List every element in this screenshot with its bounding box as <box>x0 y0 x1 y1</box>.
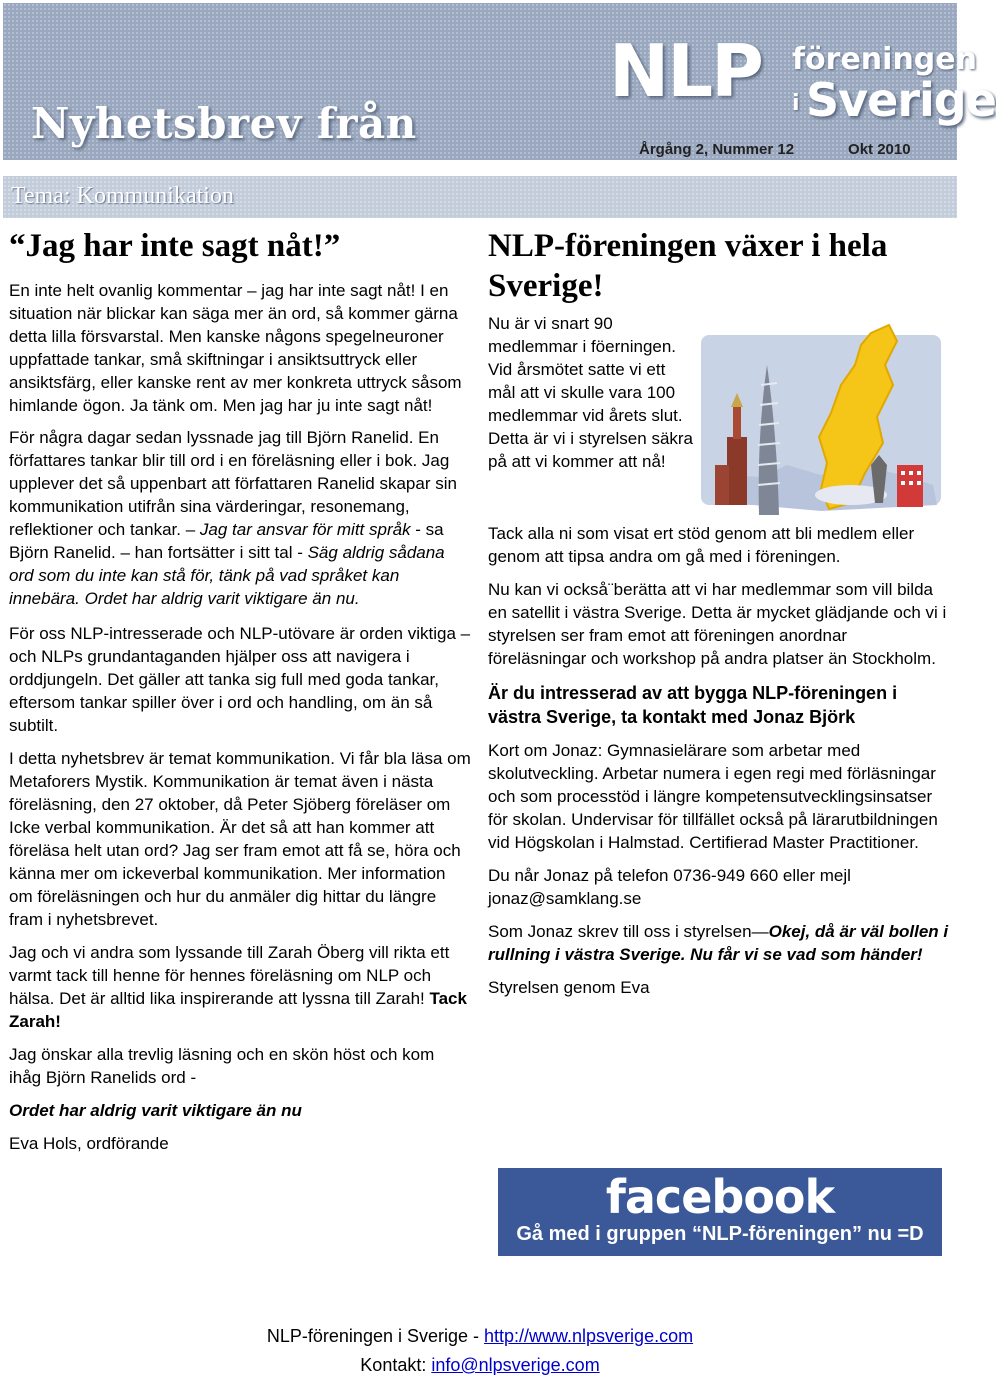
left-signature: Eva Hols, ordförande <box>9 1134 169 1153</box>
left-paragraph-5 <box>9 941 471 1033</box>
left-column <box>9 226 471 1155</box>
footer-contact-label: Kontakt: <box>360 1355 432 1375</box>
right-headline: NLP-föreningen växer i hela Sverige! <box>488 228 888 304</box>
facebook-logo-text: facebook <box>605 1170 835 1224</box>
logo-foreningen-text: föreningen <box>792 42 977 77</box>
right-paragraph-3: Nu kan vi också¨berätta att vi har medlemmar som vill bilda en satellit i västra Sverige. Detta är mycket glädjande och vi i styrelsen ser fram emot att föreningen anordnar föreläsningar och workshop på andra platser än Stockholm. <box>488 580 947 668</box>
email-link[interactable]: info@nlpsverige.com <box>431 1355 600 1375</box>
right-column <box>488 226 950 999</box>
issue-number: Årgång 2, Nummer 12 <box>639 141 795 158</box>
logo-i-text: i <box>792 91 800 116</box>
sweden-map-illustration <box>701 325 951 515</box>
right-highlight: Är du intresserad av att bygga NLP-föreningen i västra Sverige, ta kontakt med Jonaz Björk <box>488 683 898 727</box>
quote-run: Säg aldrig sådana ord som du inte kan stå för, tänk på vad språket kan innebära. Ordet har aldrig varit viktigare än nu. <box>9 543 445 608</box>
left-closing-quote: Ordet har aldrig varit viktigare än nu <box>9 1101 302 1120</box>
footer-line-1 <box>0 1322 960 1351</box>
issue-date: Okt 2010 <box>848 141 911 158</box>
website-link[interactable]: http://www.nlpsverige.com <box>484 1326 694 1346</box>
bold-run: Tack Zarah! <box>9 989 467 1031</box>
left-paragraph-3: För oss NLP-intresserade och NLP-utövare är orden viktiga – och NLPs grundantaganden hjälper oss att navigera i orddjungeln. Det gäller att tanka sig full med goda tankar, eftersom tankar spiller över i ord och handling, om än så subtilt. <box>9 624 471 735</box>
intro-block <box>488 312 950 512</box>
facebook-join-text: Gå med i gruppen “NLP-föreningen” nu =D <box>516 1223 924 1245</box>
text-run: Som Jonaz skrev till oss i styrelsen— <box>488 922 769 941</box>
text-run: - sa Björn Ranelid. – han fortsätter i sitt tal - <box>9 520 444 562</box>
nlp-logo <box>609 29 996 127</box>
theme-label: Tema: Kommunikation <box>11 183 234 209</box>
left-headline: “Jag har inte sagt nåt!” <box>9 228 341 264</box>
theme-bar <box>3 176 957 218</box>
quote-run: Jag tar ansvar för mitt språk <box>199 520 411 539</box>
newsletter-title: Nyhetsbrev från <box>31 99 417 148</box>
left-paragraph-4: I detta nyhetsbrev är temat kommunikation. Vi får bla läsa om Metaforers Mystik. Kommunikation är temat även i nästa föreläsning, den 27 oktober, då Peter Sjöberg föreläser om Icke verbal kommunikation. Är det så att han kommer att föreläsa helt utan ord? Jag ser fram emot att få se, höra och känna mer om ickeverbal kommunikation. Mer information om föreläsningen och hur du anmäler dig hittar du längre fram i nyhetsbrevet. <box>9 749 471 929</box>
right-signature: Styrelsen genom Eva <box>488 978 650 997</box>
footer-org: NLP-föreningen i Sverige - <box>266 1326 484 1346</box>
right-paragraph-6 <box>488 920 950 966</box>
left-paragraph-1: En inte helt ovanlig kommentar – jag har inte sagt nåt! I en situation när blickar kan säga mer än ord, så kommer gärna detta lilla försvarstal. Men kanske någons spegelneuroner uppfattade tankar, små skiftningar i ansiktsuttryck eller ansiktsfärg, eller kanske rent av mer konkreta uttryck såsom himlande ögon. Ja tänk om. Men jag har ju inte sagt nåt! <box>9 281 462 415</box>
right-paragraph-4: Kort om Jonaz: Gymnasielärare som arbetar med skolutveckling. Arbetar numera i egen regi med förläsningar och som processtöd i längre kompetensutvecklingsinsatser för skolan. Undervisar för tillfället också på lärarutbildningen vid Högskolan i Halmstad. Certifierad Master Practitioner. <box>488 741 938 852</box>
text-run: Jag och vi andra som lyssande till Zarah Öberg vill rikta ett varmt tack till henne för hennes föreläsning om NLP och hälsa. Det är alltid lika inspirerande att lyssna till Zarah! <box>9 943 450 1008</box>
logo-sverige-text: Sverige <box>806 73 996 127</box>
facebook-banner[interactable] <box>498 1168 942 1256</box>
left-paragraph-6: Jag önskar alla trevlig läsning och en skön höst och kom ihåg Björn Ranelids ord - <box>9 1045 435 1087</box>
text-run: För några dagar sedan lyssnade jag till Björn Ranelid. En författares tankar blir till ord i en föreläsning eller i bok. Jag upplever det så uppenbart att författaren Ranelid skapar sin kommunikation utifrån sina värderingar, resonemang, reflektioner och tankar. – <box>9 428 457 539</box>
footer-line-2 <box>0 1351 960 1380</box>
right-paragraph-2: Tack alla ni som visat ert stöd genom att bli medlem eller genom att tipsa andra om gå med i föreningen. <box>488 524 915 566</box>
right-contact-paragraph: Du når Jonaz på telefon 0736-949 660 eller mejl jonaz@samklang.se <box>488 866 851 908</box>
right-intro: Nu är vi snart 90 medlemmar i föerningen. Vid årsmötet satte vi ett mål att vi skulle vara 100 medlemmar vid årets slut. Detta är vi i styrelsen säkra på att vi kommer att nå! <box>488 314 694 471</box>
quote-run: Okej, då är väl bollen i rullning i västra Sverige. Nu får vi se vad som händer! <box>488 922 949 964</box>
issue-info <box>639 141 911 158</box>
footer <box>0 1322 960 1380</box>
masthead <box>3 3 996 160</box>
left-paragraph-2 <box>9 426 471 610</box>
logo-nlp-text: NLP <box>609 29 762 113</box>
